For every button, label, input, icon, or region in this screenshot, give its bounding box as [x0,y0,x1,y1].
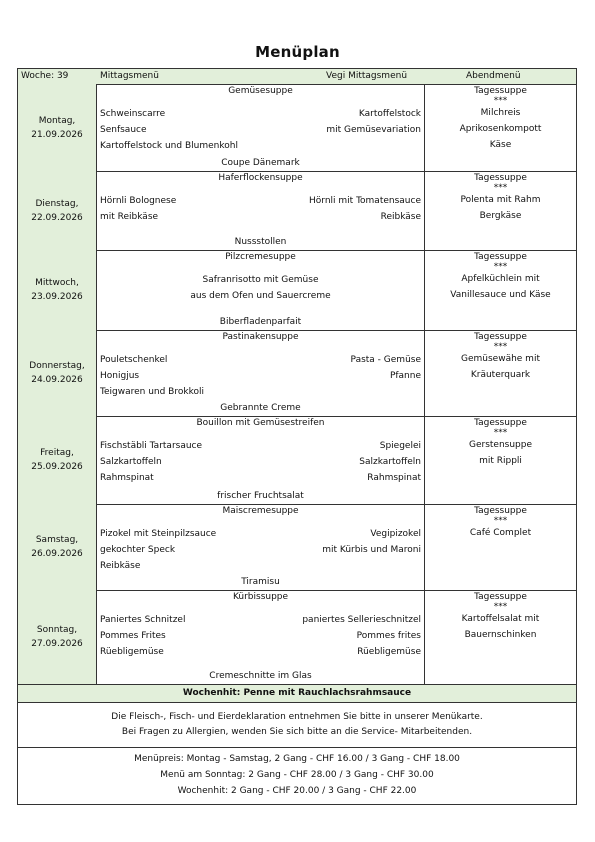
allergy-note-1: Die Fleisch-, Fisch- und Eierdeklaration entnehmen Sie bitte in unserer Menükarte. [111,712,483,722]
vegi-item: Salzkartoffeln [359,457,421,467]
separator: *** [493,262,508,272]
abend-item: Kartoffelsalat mit [461,614,540,624]
mittag-item: Hörnli Bolognese [100,196,177,206]
day-cell [18,590,96,684]
dessert: Gebrannte Creme [220,403,301,413]
soup: Gemüsesuppe [228,86,293,96]
soup: Maiscremesuppe [222,506,299,516]
day-name: Donnerstag, [29,361,85,371]
day-date: 24.09.2026 [31,375,83,385]
abend-item: Polenta mit Rahm [460,195,541,205]
day-cell [18,416,96,504]
vegi-item: Reibkäse [380,212,421,222]
soup: Bouillon mit Gemüsestreifen [196,418,325,428]
day-date: 22.09.2026 [31,212,83,223]
abend-item: Bergkäse [479,211,522,221]
mittag-item: Rahmspinat [100,473,154,483]
day-name: Montag, [38,115,76,126]
day-date: 26.09.2026 [31,549,83,559]
mittag-item: mit Reibkäse [100,212,159,222]
dessert: Cremeschnitte im Glas [209,671,312,681]
abend-item: Tagessuppe [474,86,527,96]
mittag-item: Salzkartoffeln [100,457,162,467]
price-line-3: Wochenhit: 2 Gang - CHF 20.00 / 3 Gang - CHF 22.00 [177,786,417,796]
abend-item: Aprikosenkompott [459,124,542,134]
divider [18,590,576,591]
vegi-item: Pfanne [389,371,421,381]
day-cell [18,171,96,250]
abend-item: Gemüsewähe mit [461,354,540,364]
abend-item: Tagessuppe [474,332,527,342]
menu-table [17,68,577,805]
day-date: 27.09.2026 [31,639,83,649]
soup: Pilzcremesuppe [225,252,296,262]
wochenhit-banner: Wochenhit: Penne mit Rauchlachsrahmsauce [18,685,576,702]
day-name: Samstag, [35,535,79,545]
abend-item: Tagessuppe [474,506,527,516]
vegi-item: paniertes Sellerieschnitzel [302,615,421,625]
mittag-item: Pommes Frites [100,631,166,641]
abend-item: Milchreis [480,108,521,118]
abend-item: Apfelküchlein mit [461,274,540,284]
day-name: Freitag, [40,448,74,458]
price-line-1: Menüpreis: Montag - Samstag, 2 Gang - CHF 16.00 / 3 Gang - CHF 18.00 [134,754,460,764]
mittag-item: Senfsauce [100,125,147,135]
vegi-item: Hörnli mit Tomatensauce [309,196,421,206]
separator: *** [493,96,508,106]
abend-item: Gerstensuppe [468,440,533,450]
soup: Haferflockensuppe [218,173,303,183]
day-cell [18,84,96,171]
menu-item: Safranrisotto mit Gemüse [202,275,319,285]
vegi-item: mit Kürbis und Maroni [322,545,421,555]
vegi-item: Pasta - Gemüse [350,355,421,365]
vegi-item: Pommes frites [356,631,421,641]
dessert: Biberfladenparfait [219,317,302,327]
mittag-item: Schweinscarre [100,109,166,119]
menu-item: aus dem Ofen und Sauercreme [190,291,331,301]
divider [18,171,576,172]
abend-item: Tagessuppe [474,418,527,428]
abend-item: Tagessuppe [474,592,527,602]
day-name: Mittwoch, [35,278,79,288]
divider [18,416,576,417]
day-date: 23.09.2026 [31,292,83,302]
vegi-item: Spiegelei [379,441,421,451]
divider [18,702,576,703]
mittag-item: gekochter Speck [100,545,176,555]
soup: Kürbissuppe [232,592,289,602]
mittag-item: Fischstäbli Tartarsauce [100,441,203,451]
divider [18,684,576,685]
table-header [18,69,576,85]
mittag-item: Paniertes Schnitzel [100,615,186,625]
dessert: Nussstollen [234,237,287,247]
mittag-item: Kartoffelstock und Blumenkohl [100,141,238,151]
separator: *** [493,602,508,612]
abend-item: Käse [489,140,512,150]
allergy-note-2: Bei Fragen zu Allergien, wenden Sie sich bitte an die Service- Mitarbeitenden. [121,727,473,737]
dessert: frischer Fruchtsalat [217,491,304,501]
vegi-item: mit Gemüsevariation [326,125,421,135]
vegi-item: Rüebligemüse [357,647,421,657]
mittag-item: Reibkäse [100,561,141,571]
header-vegi: Vegi Mittagsmenü [326,71,408,81]
divider [18,504,576,505]
abend-item: Kräuterquark [470,370,531,380]
abend-item: Tagessuppe [474,252,527,262]
divider [18,747,576,748]
vegi-item: Kartoffelstock [358,109,421,119]
separator: *** [493,428,508,438]
mittag-item: Pizokel mit Steinpilzsauce [100,529,217,539]
day-name: Dienstag, [35,198,79,209]
soup: Pastinakensuppe [222,332,299,342]
divider [96,590,97,684]
mittag-item: Teigwaren und Brokkoli [100,387,204,397]
divider [18,250,576,251]
divider [18,330,576,331]
price-line-2: Menü am Sonntag: 2 Gang - CHF 28.00 / 3 Gang - CHF 30.00 [160,770,434,780]
vegi-item: Vegipizokel [370,529,421,539]
day-cell [18,250,96,330]
separator: *** [493,516,508,526]
day-name: Sonntag, [36,625,78,635]
separator: *** [493,183,508,193]
header-mittag: Mittagsmenü [100,71,159,81]
day-date: 25.09.2026 [31,462,83,472]
page-title: Menüplan [255,43,340,61]
abend-item: mit Rippli [479,456,522,466]
abend-item: Tagessuppe [474,173,527,183]
day-cell [18,504,96,590]
day-date: 21.09.2026 [31,129,83,140]
abend-item: Bauernschinken [464,630,537,640]
mittag-item: Honigjus [100,371,140,381]
dessert: Coupe Dänemark [221,158,300,168]
vegi-item: Rahmspinat [367,473,421,483]
mittag-item: Pouletschenkel [100,355,168,365]
mittag-item: Rüebligemüse [100,647,164,657]
separator: *** [493,342,508,352]
week-label: Woche: 39 [21,71,69,81]
header-abend: Abendmenü [466,71,521,81]
day-cell [18,330,96,416]
abend-item: Café Complet [469,528,532,538]
abend-item: Vanillesauce und Käse [450,290,551,300]
dessert: Tiramisu [241,577,280,587]
